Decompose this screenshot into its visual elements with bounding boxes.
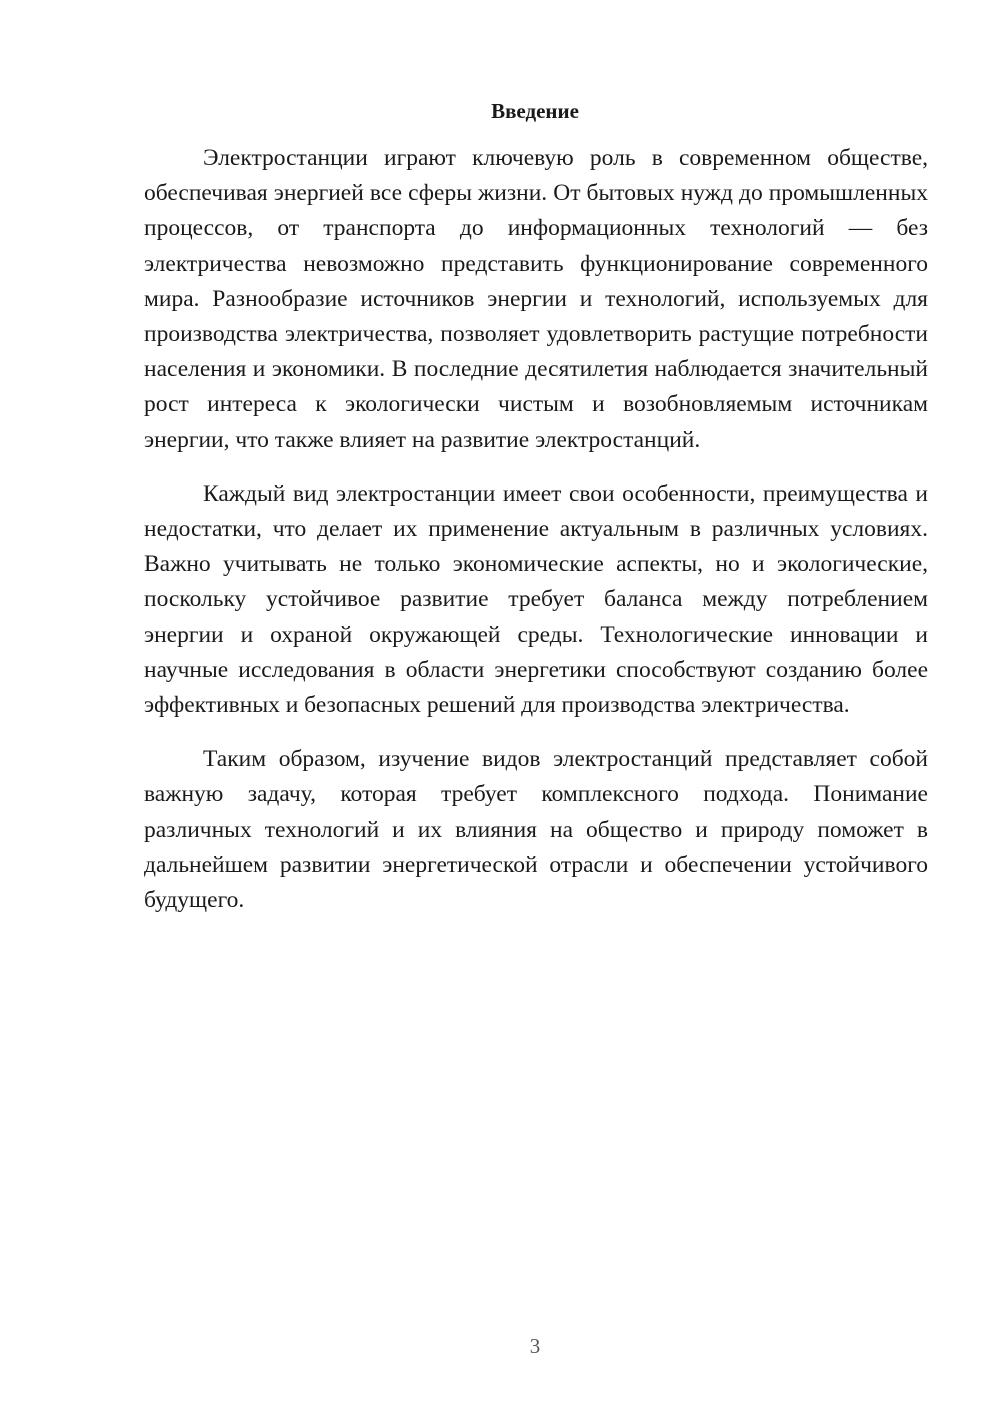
page-number: 3 bbox=[529, 1334, 541, 1358]
section-title: Введение bbox=[491, 99, 579, 123]
document-body bbox=[144, 141, 928, 937]
paragraph-1: Электростанции играют ключевую роль в современном обществе, обеспечивая энергией все сферы жизни. От бытовых нужд до промышленных процессов, от транспорта до информационных технологий — без электричества невозможно представить функционирование современного мира. Разнообразие источников энергии и технологий, используемых для производства электричества, позволяет удовлетворить растущие потребности населения и экономики. В последние десятилетия наблюдается значительный рост интереса к экологически чистым и возобновляемым источникам энергии, что также влияет на развитие электростанций. bbox=[144, 145, 928, 453]
paragraph-3: Таким образом, изучение видов электростанций представляет собой важную задачу, которая требует комплексного подхода. Понимание различных технологий и их влияния на общество и природу поможет в дальнейшем развитии энергетической отрасли и обеспечении устойчивого будущего. bbox=[144, 746, 928, 914]
paragraph-2: Каждый вид электростанции имеет свои особенности, преимущества и недостатки, что делает их применение актуальным в различных условиях. Важно учитывать не только экономические аспекты, но и экологические, поскольку устойчивое развитие требует баланса между потреблением энергии и охраной окружающей среды. Технологические инновации и научные исследования в области энергетики способствуют созданию более эффективных и безопасных решений для производства электричества. bbox=[144, 480, 928, 719]
